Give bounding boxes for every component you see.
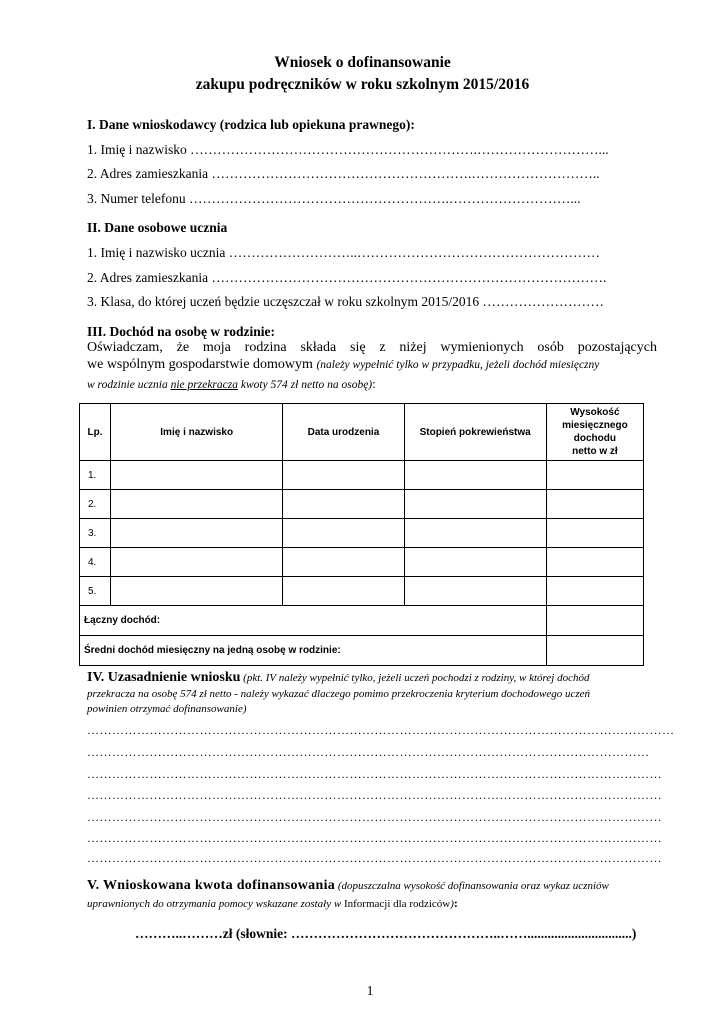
- document-title-line1: Wniosek o dofinansowanie: [274, 54, 451, 71]
- section2-field-student-name[interactable]: 1. Imię i nazwisko ucznia ………………………..………………………………………………: [87, 245, 600, 260]
- section1-heading: I. Dane wnioskodawcy (rodzica lub opiekuna prawnego):: [87, 117, 415, 132]
- cell-name[interactable]: [111, 490, 283, 519]
- row-number: 3.: [80, 519, 111, 548]
- col-header-relationship: Stopień pokrewieństwa: [404, 404, 546, 461]
- income-table: [79, 403, 644, 666]
- average-income-label: Średni dochód miesięczny na jedną osobę w rodzinie:: [80, 636, 547, 666]
- cell-birthdate[interactable]: [283, 490, 404, 519]
- section2-field-class[interactable]: 3. Klasa, do której uczeń będzie uczęszczał w roku szkolnym 2015/2016 ………………………: [87, 294, 604, 309]
- cell-birthdate[interactable]: [283, 548, 404, 577]
- table-header-row: [80, 404, 644, 461]
- section4-heading-line: IV. Uzasadnienie wniosku (pkt. IV należy wypełnić tylko, jeżeli uczeń pochodzi z rodziny, w której dochód: [87, 670, 590, 685]
- row-number: 4.: [80, 548, 111, 577]
- table-row: [80, 577, 644, 606]
- total-income-row: [80, 606, 644, 636]
- section2-field-address[interactable]: 2. Adres zamieszkania …………………………………………………………………………….: [87, 270, 607, 285]
- total-income-cell[interactable]: [546, 606, 643, 636]
- cell-income[interactable]: [546, 461, 643, 490]
- table-row: [80, 490, 644, 519]
- cell-relationship[interactable]: [404, 548, 546, 577]
- average-income-cell[interactable]: [546, 636, 643, 666]
- average-income-row: [80, 636, 644, 666]
- section1-field-phone[interactable]: 3. Numer telefonu ………………………………………………….………………………...: [87, 191, 581, 206]
- document-title-line2: zakupu podręczników w roku szkolnym 2015/2016: [195, 76, 530, 93]
- cell-name[interactable]: [111, 461, 283, 490]
- cell-name[interactable]: [111, 548, 283, 577]
- page-number: 1: [366, 983, 374, 998]
- justification-line[interactable]: …………………………………………………………………………………………………………………………: [87, 851, 662, 865]
- table-row: [80, 519, 644, 548]
- justification-line[interactable]: …………………………………………………………………………………………………………………………: [87, 788, 662, 802]
- cell-relationship[interactable]: [404, 519, 546, 548]
- total-income-label: Łączny dochód:: [80, 606, 547, 636]
- section5-note-line2: uprawnionych do otrzymania pomocy wskazane zostały w Informacji dla rodziców):: [87, 896, 458, 910]
- row-number: 1.: [80, 461, 111, 490]
- section3-statement-line1: Oświadczam, że moja rodzina składa się z niżej wymienionych osób pozostających: [87, 340, 657, 355]
- cell-birthdate[interactable]: [283, 577, 404, 606]
- section5-heading-line: V. Wnioskowana kwota dofinansowania (dopuszczalna wysokość dofinansowania oraz wykaz uczniów: [87, 878, 609, 893]
- row-number: 2.: [80, 490, 111, 519]
- row-number: 5.: [80, 577, 111, 606]
- justification-line[interactable]: …………………………………………………………………………………………………………………………: [87, 767, 662, 781]
- section4-note-line2: przekracza na osobę 574 zł netto - należy wykazać dlaczego pomimo przekroczenia kryterium dochodowego uczeń: [87, 688, 591, 700]
- col-header-lp: Lp.: [80, 404, 111, 461]
- section3-statement-line3: w rodzinie ucznia nie przekracza kwoty 574 zł netto na osobę):: [87, 376, 376, 391]
- col-header-name: Imię i nazwisko: [111, 404, 283, 461]
- cell-income[interactable]: [546, 519, 643, 548]
- section3-heading: III. Dochód na osobę w rodzinie:: [87, 324, 276, 339]
- section2-heading: II. Dane osobowe ucznia: [87, 220, 228, 235]
- col-header-birthdate: Data urodzenia: [283, 404, 404, 461]
- section1-field-address[interactable]: 2. Adres zamieszkania ………………………………………………….………………………..: [87, 166, 600, 181]
- cell-relationship[interactable]: [404, 490, 546, 519]
- cell-birthdate[interactable]: [283, 461, 404, 490]
- cell-relationship[interactable]: [404, 577, 546, 606]
- cell-relationship[interactable]: [404, 461, 546, 490]
- table-row: [80, 461, 644, 490]
- section1-field-name[interactable]: 1. Imię i nazwisko ……………………………………………………….………………………...: [87, 142, 609, 157]
- col-header-income: Wysokość miesięcznego dochodu netto w zł: [546, 404, 643, 461]
- cell-income[interactable]: [546, 577, 643, 606]
- requested-amount-line[interactable]: ………..………zł (słownie: ………………………………………..……...............................): [135, 926, 637, 941]
- cell-income[interactable]: [546, 548, 643, 577]
- justification-line[interactable]: ……………………………………………………………………………………………………………………………: [87, 723, 675, 737]
- table-row: [80, 548, 644, 577]
- cell-name[interactable]: [111, 577, 283, 606]
- cell-name[interactable]: [111, 519, 283, 548]
- justification-line[interactable]: ………………………………………………………………………………………………………………………: [87, 745, 650, 759]
- section3-statement-line2: we wspólnym gospodarstwie domowym (należy wypełnić tylko w przypadku, jeżeli dochód miesięczny: [87, 357, 600, 372]
- section4-note-line3: powinien otrzymać dofinansowanie): [87, 703, 247, 715]
- justification-line[interactable]: …………………………………………………………………………………………………………………………: [87, 810, 662, 824]
- cell-birthdate[interactable]: [283, 519, 404, 548]
- justification-line[interactable]: …………………………………………………………………………………………………………………………: [87, 831, 662, 845]
- cell-income[interactable]: [546, 490, 643, 519]
